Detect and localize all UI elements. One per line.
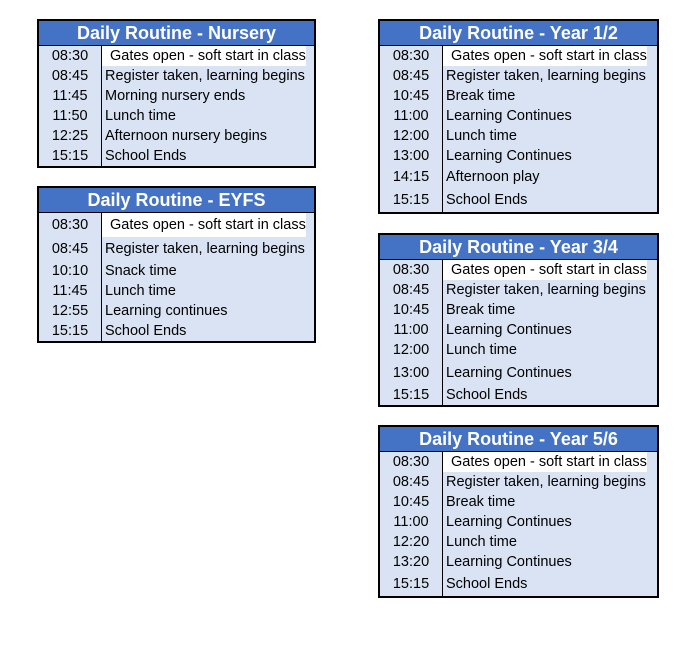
activity-cell: School Ends	[446, 576, 528, 592]
time-cell: 08:30	[39, 46, 102, 66]
time-cell: 12:20	[380, 532, 443, 552]
time-cell: 14:15	[380, 166, 443, 188]
table-row	[39, 106, 314, 126]
table-row	[380, 572, 657, 596]
table-row	[39, 126, 314, 146]
table-row	[380, 472, 657, 492]
time-cell: 10:45	[380, 86, 443, 106]
routine-table-year-5-6	[378, 425, 659, 598]
activity-cell: Learning Continues	[446, 514, 572, 530]
table-row	[380, 46, 657, 66]
time-cell: 15:15	[39, 146, 102, 166]
activity-cell: Lunch time	[446, 342, 517, 358]
time-cell: 11:00	[380, 106, 443, 126]
time-cell: 13:00	[380, 146, 443, 166]
activity-cell: Learning Continues	[446, 554, 572, 570]
time-cell: 10:45	[380, 300, 443, 320]
time-cell: 15:15	[39, 321, 102, 341]
time-cell: 08:30	[380, 260, 443, 280]
time-cell: 12:55	[39, 301, 102, 321]
activity-cell: Break time	[446, 494, 516, 510]
table-row	[39, 301, 314, 321]
table-row	[39, 46, 314, 66]
time-cell: 15:15	[380, 385, 443, 405]
activity-cell: Register taken, learning begins	[105, 241, 305, 257]
activity-cell: School Ends	[446, 387, 528, 403]
activity-cell: Gates open - soft start in class	[443, 260, 647, 280]
activity-cell: Lunch time	[446, 128, 517, 144]
activity-cell: Lunch time	[105, 283, 176, 299]
activity-cell: Morning nursery ends	[105, 88, 246, 104]
table-row	[39, 86, 314, 106]
activity-cell: Gates open - soft start in class	[443, 46, 647, 66]
time-cell: 12:25	[39, 126, 102, 146]
table-title: Daily Routine - Year 3/4	[380, 235, 657, 260]
table-row	[380, 166, 657, 188]
table-row	[39, 261, 314, 281]
table-row	[39, 281, 314, 301]
table-row	[380, 126, 657, 146]
table-row	[380, 86, 657, 106]
activity-cell: Lunch time	[446, 534, 517, 550]
table-row	[380, 340, 657, 361]
time-cell: 15:15	[380, 188, 443, 212]
table-row	[380, 492, 657, 512]
activity-cell: Learning Continues	[446, 108, 572, 124]
routine-table-year-1-2	[378, 19, 659, 214]
activity-cell: School Ends	[105, 323, 187, 339]
table-row	[380, 260, 657, 280]
table-row	[380, 552, 657, 572]
table-row	[380, 512, 657, 532]
activity-cell: Learning continues	[105, 303, 228, 319]
table-row	[380, 106, 657, 126]
table-row	[39, 66, 314, 86]
table-row	[380, 66, 657, 86]
table-row	[39, 146, 314, 166]
time-cell: 15:15	[380, 572, 443, 596]
time-cell: 12:00	[380, 340, 443, 361]
activity-cell: Register taken, learning begins	[446, 282, 646, 298]
activity-cell: Gates open - soft start in class	[102, 46, 306, 66]
table-row	[380, 385, 657, 405]
table-title: Daily Routine - Year 1/2	[380, 21, 657, 46]
time-cell: 12:00	[380, 126, 443, 146]
activity-cell: Gates open - soft start in class	[102, 213, 306, 237]
time-cell: 11:45	[39, 281, 102, 301]
time-cell: 08:45	[380, 66, 443, 86]
table-row	[380, 146, 657, 166]
time-cell: 08:30	[380, 46, 443, 66]
time-cell: 11:00	[380, 512, 443, 532]
table-row	[380, 452, 657, 472]
activity-cell: School Ends	[446, 192, 528, 208]
time-cell: 13:20	[380, 552, 443, 572]
activity-cell: Register taken, learning begins	[105, 68, 305, 84]
table-row	[380, 532, 657, 552]
time-cell: 10:45	[380, 492, 443, 512]
table-title: Daily Routine - Nursery	[39, 21, 314, 46]
routine-table-year-3-4	[378, 233, 659, 407]
time-cell: 08:30	[39, 213, 102, 237]
activity-cell: Gates open - soft start in class	[443, 452, 647, 472]
table-title: Daily Routine - EYFS	[39, 188, 314, 213]
time-cell: 10:10	[39, 261, 102, 281]
time-cell: 11:50	[39, 106, 102, 126]
activity-cell: Break time	[446, 302, 516, 318]
table-title: Daily Routine - Year 5/6	[380, 427, 657, 452]
time-cell: 13:00	[380, 361, 443, 385]
time-cell: 11:45	[39, 86, 102, 106]
activity-cell: Learning Continues	[446, 365, 572, 381]
table-row	[39, 321, 314, 341]
table-row	[380, 300, 657, 320]
activity-cell: Register taken, learning begins	[446, 474, 646, 490]
time-cell: 08:45	[380, 472, 443, 492]
routine-table-eyfs	[37, 186, 316, 343]
time-cell: 11:00	[380, 320, 443, 340]
activity-cell: Lunch time	[105, 108, 176, 124]
table-row	[380, 361, 657, 385]
activity-cell: Afternoon play	[446, 169, 540, 185]
activity-cell: Register taken, learning begins	[446, 68, 646, 84]
table-row	[380, 320, 657, 340]
activity-cell: Learning Continues	[446, 322, 572, 338]
activity-cell: Afternoon nursery begins	[105, 128, 268, 144]
time-cell: 08:45	[380, 280, 443, 300]
activity-cell: Snack time	[105, 263, 177, 279]
table-row	[39, 213, 314, 237]
time-cell: 08:30	[380, 452, 443, 472]
table-row	[39, 237, 314, 261]
routine-table-nursery	[37, 19, 316, 168]
table-row	[380, 280, 657, 300]
table-row	[380, 188, 657, 212]
activity-cell: Break time	[446, 88, 516, 104]
activity-cell: Learning Continues	[446, 148, 572, 164]
activity-cell: School Ends	[105, 148, 187, 164]
time-cell: 08:45	[39, 66, 102, 86]
time-cell: 08:45	[39, 237, 102, 261]
